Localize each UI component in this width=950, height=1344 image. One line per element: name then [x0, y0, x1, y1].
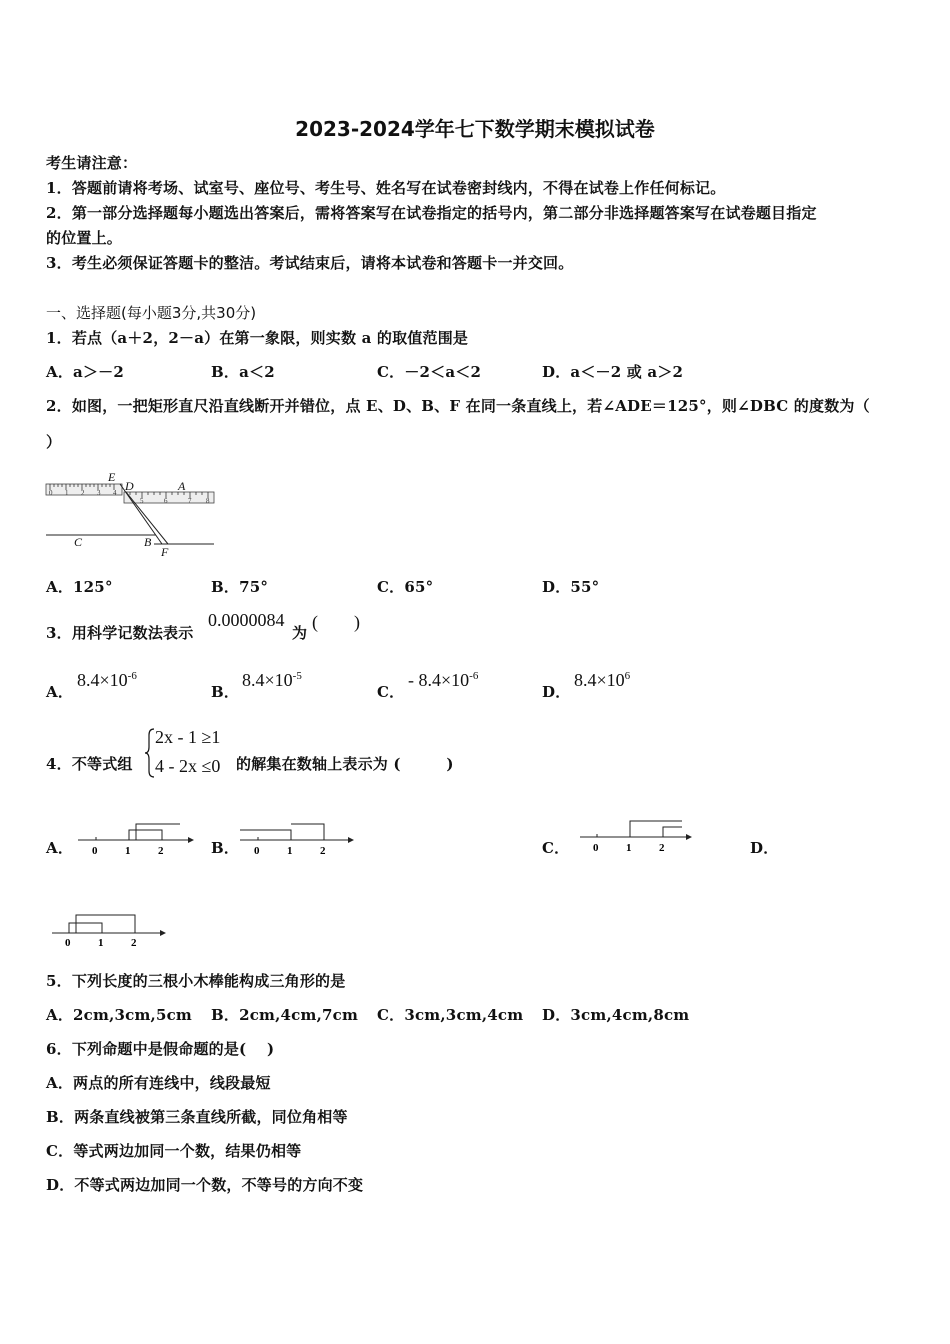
q2-option-b: B．75° [211, 578, 269, 596]
q3-option-a-label: A． [46, 683, 74, 701]
q6-stem: 6．下列命题中是假命题的是( ) [46, 1040, 275, 1058]
tick-2: 2 [158, 845, 164, 857]
q5-stem: 5．下列长度的三根小木棒能构成三角形的是 [46, 972, 346, 990]
q3-option-c-value: - $8.4\times 10^{-6}$ [408, 670, 479, 690]
q6-option-a: A．两点的所有连线中，线段最短 [46, 1074, 271, 1092]
scale-8: 8 [206, 497, 210, 505]
q3-option-b-value: $8.4\times 10^{-5}$ [242, 670, 302, 690]
q1-option-c: C．－2＜a＜2 [377, 363, 482, 381]
notice-heading: 考生请注意： [46, 154, 138, 172]
q2-stem: 2．如图，一把矩形直尺沿直线断开并错位，点 E、D、B、F 在同一条直线上，若∠ADE＝125°，则∠DBC 的度数为（ [46, 397, 870, 415]
q5-option-d: D．3cm,4cm,8cm [542, 1006, 690, 1024]
tick-1: 1 [125, 845, 131, 857]
page-title: 2023-2024学年七下数学期末模拟试卷 [295, 117, 655, 141]
q3-option-d-label: D． [542, 683, 571, 701]
label-a: A [178, 479, 186, 493]
q4-stem: 4．不等式组 [46, 755, 133, 773]
q3-option-d-value: $8.4\times 10^6$ [574, 670, 631, 690]
label-b: B [144, 535, 152, 549]
q4-option-d-label: D． [750, 839, 779, 857]
label-e: E [108, 470, 116, 484]
q2-option-d: D．55° [542, 578, 600, 596]
label-c: C [74, 535, 83, 549]
q3-number: 0.0000084 [208, 610, 285, 630]
q2-option-c: C．65° [377, 578, 434, 596]
q3-paren: ( ) [312, 612, 360, 632]
tick-2: 2 [131, 937, 137, 949]
scale-1: 1 [65, 489, 69, 497]
number-line-c [578, 815, 698, 859]
q4-inequality-2: 4 - 2x ≤0 [155, 756, 221, 776]
label-f: F [161, 545, 169, 559]
scale-7: 7 [188, 497, 192, 505]
q2-stem-end: ） [46, 433, 62, 451]
q3-option-b-label: B． [211, 683, 240, 701]
q6-option-d: D．不等式两边加同一个数，不等号的方向不变 [46, 1176, 364, 1194]
q1-option-d: D．a＜－2 或 a＞2 [542, 363, 684, 381]
number-line-d [50, 907, 170, 949]
q4-option-b-label: B． [211, 839, 240, 857]
tick-1: 1 [287, 845, 293, 857]
q4-option-c-label: C． [542, 839, 570, 857]
q6-option-c: C．等式两边加同一个数，结果仍相等 [46, 1142, 302, 1160]
q1-stem: 1．若点（a＋2，2－a）在第一象限，则实数 a 的取值范围是 [46, 329, 469, 347]
notice-item-2: 2．第一部分选择题每小题选出答案后，需将答案写在试卷指定的括号内，第二部分非选择题答案写在试卷题目指定 [46, 204, 817, 222]
right-ruler [124, 492, 214, 503]
tick-0: 0 [254, 845, 260, 857]
tick-1: 1 [626, 842, 632, 854]
q2-option-a: A．125° [46, 578, 113, 596]
section-heading: 一、选择题(每小题3分,共30分) [46, 304, 257, 322]
notice-item-1: 1．答题前请将考场、试室号、座位号、考生号、姓名写在试卷密封线内，不得在试卷上作任何标记。 [46, 179, 726, 197]
q3-option-a-value: $8.4\times 10^{-6}$ [77, 670, 137, 690]
q1-option-a: A．a＞－2 [46, 363, 124, 381]
q5-option-b: B．2cm,4cm,7cm [211, 1006, 359, 1024]
tick-0: 0 [92, 845, 98, 857]
notice-item-2-cont: 的位置上。 [46, 229, 123, 247]
q4-option-a-label: A． [46, 839, 74, 857]
tick-2: 2 [320, 845, 326, 857]
scale-6: 6 [164, 497, 168, 505]
q3-stem: 3．用科学记数法表示 [46, 624, 194, 642]
ruler-figure [44, 470, 219, 560]
q3-stem-after: 为 [292, 624, 308, 642]
q4-inequality-1: 2x - 1 ≥1 [155, 727, 221, 747]
q5-option-c: C．3cm,3cm,4cm [377, 1006, 524, 1024]
q4-stem-after: 的解集在数轴上表示为 ( ) [236, 755, 454, 773]
number-line-b [238, 820, 358, 864]
tick-1: 1 [98, 937, 104, 949]
q5-option-a: A．2cm,3cm,5cm [46, 1006, 193, 1024]
q6-option-b: B．两条直线被第三条直线所截，同位角相等 [46, 1108, 348, 1126]
q1-option-b: B．a＜2 [211, 363, 275, 381]
scale-0: 0 [49, 489, 53, 497]
tick-2: 2 [659, 842, 665, 854]
scale-3: 3 [97, 489, 101, 497]
scale-4: 4 [113, 489, 117, 497]
tick-0: 0 [65, 937, 71, 949]
q3-option-c-label: C． [377, 683, 405, 701]
scale-2: 2 [81, 489, 85, 497]
tick-0: 0 [593, 842, 599, 854]
scale-5: 5 [140, 497, 144, 505]
notice-item-3: 3．考生必须保证答题卡的整洁。考试结束后，请将本试卷和答题卡一并交回。 [46, 254, 574, 272]
label-d: D [125, 479, 134, 493]
number-line-a [76, 820, 196, 860]
